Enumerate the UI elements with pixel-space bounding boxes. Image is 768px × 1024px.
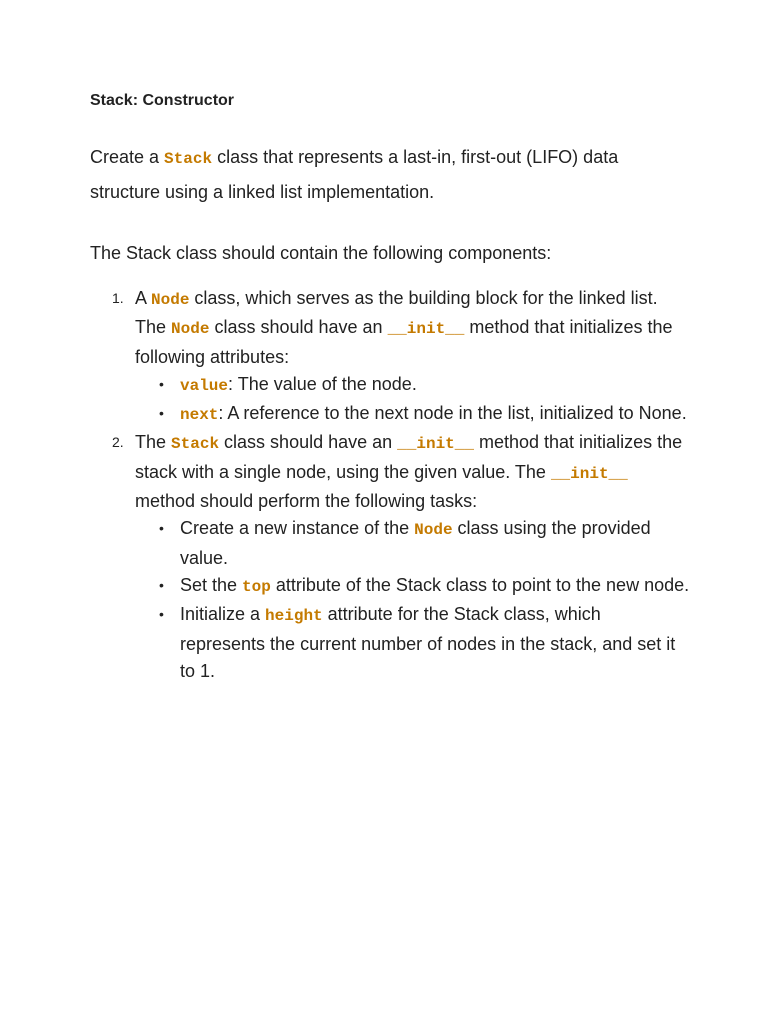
code-init: __init__ [387, 320, 465, 339]
code-node: Node [414, 521, 453, 540]
code-init: __init__ [550, 464, 628, 483]
components-list [90, 285, 690, 685]
init-tasks-list [135, 515, 690, 685]
node-attributes-list [135, 371, 690, 430]
item-text: attribute of the Stack class to point to the new node. [270, 574, 690, 595]
intro-paragraph [90, 141, 690, 209]
item-text: : A reference to the next node in the list, initialized to None. [218, 403, 687, 424]
item-text: class should have an [209, 317, 388, 338]
components-paragraph: The Stack class should contain the following components: [90, 243, 552, 263]
list-item-init-height [135, 601, 690, 685]
intro-text-1: Create a [90, 147, 165, 167]
code-top: top [242, 577, 271, 596]
list-number: 2. [112, 434, 124, 451]
item-text: class using the provided value. [180, 518, 651, 568]
code-node: Node [151, 291, 190, 309]
item-text: method should perform the following tasks: [135, 491, 478, 512]
code-stack: Stack [164, 150, 213, 168]
list-item-next-attribute [135, 400, 690, 429]
code-value: value [180, 376, 229, 395]
item-text: class should have an [219, 432, 398, 453]
code-height: height [265, 607, 323, 626]
item-text: The [135, 432, 172, 453]
list-item-value-attribute [135, 371, 690, 400]
item-text: : The value of the node. [228, 373, 417, 394]
item-text: method that initializes the stack with a single node, using the given value. The [135, 432, 683, 482]
code-next: next [180, 406, 219, 425]
list-item-create-node [135, 515, 690, 572]
item-text: Create a new instance of the [180, 518, 415, 539]
code-node: Node [171, 320, 210, 339]
bullet: • [159, 520, 164, 537]
item-text: A [135, 288, 152, 308]
bullet: • [159, 576, 164, 593]
list-item-node-class [90, 285, 690, 429]
item-text: class, which serves as the building block for the linked list. The [135, 288, 658, 338]
item-text: attribute for the Stack class, which represents the current number of nodes in the stack, and set it to 1. [180, 604, 676, 681]
bullet: • [159, 606, 164, 623]
list-number: 1. [112, 290, 124, 306]
bullet: • [159, 405, 164, 422]
list-item-set-top [135, 572, 690, 601]
item-text: Set the [180, 574, 243, 595]
item-text: method that initializes the following attributes: [135, 317, 673, 367]
bullet: • [159, 375, 164, 392]
item-text: Initialize a [180, 604, 266, 625]
code-stack: Stack [171, 435, 220, 454]
page-title: Stack: Constructor [90, 92, 235, 109]
list-item-stack-init [90, 429, 690, 685]
intro-text-2: class that represents a last-in, first-out (LIFO) data structure using a linked list implementation. [90, 147, 619, 202]
code-init: __init__ [397, 435, 474, 454]
